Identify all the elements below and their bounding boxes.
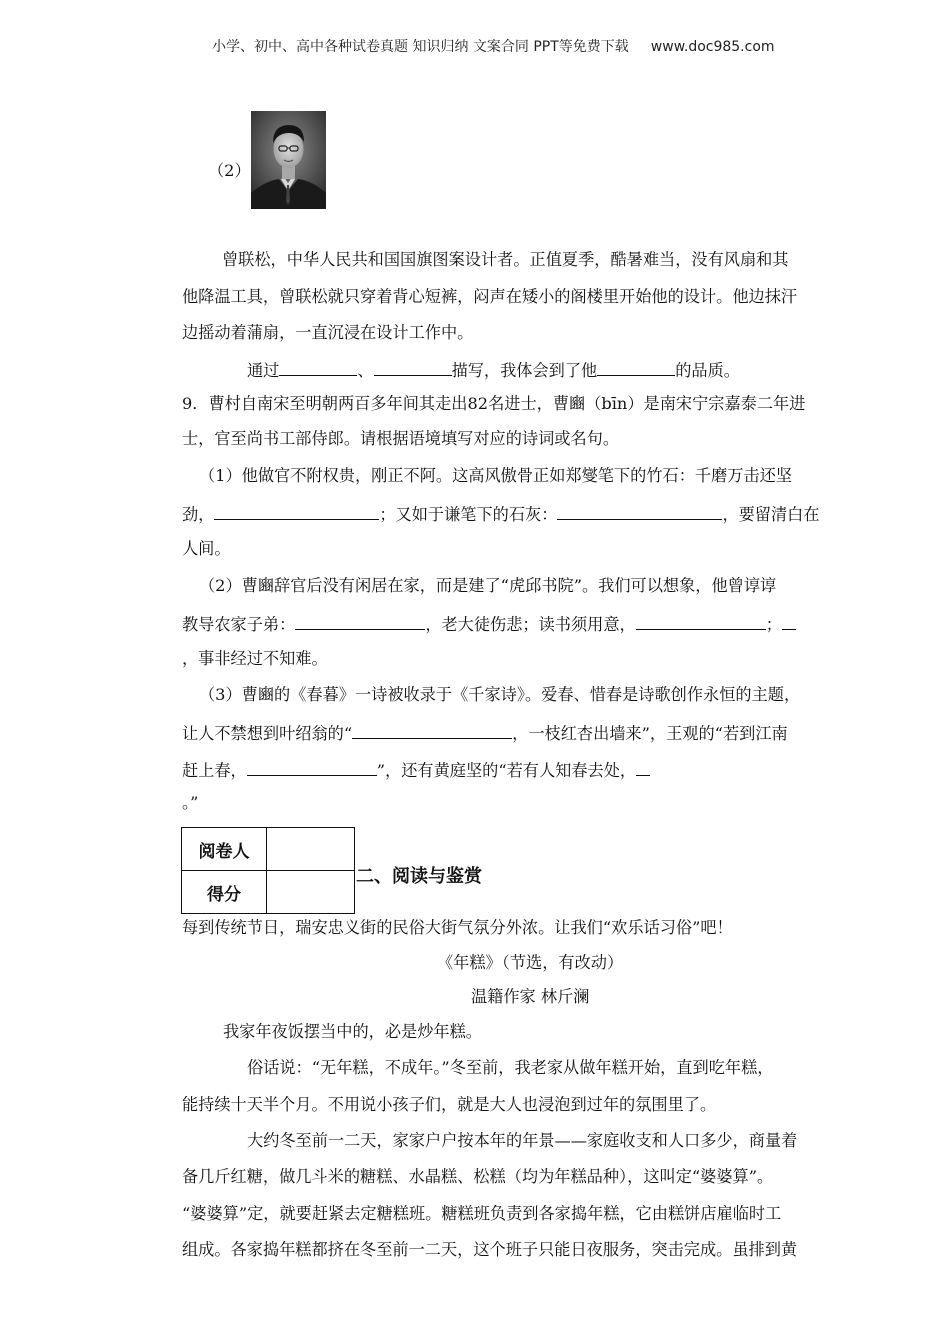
header-text: 小学、初中、高中各种试卷真题 知识归纳 文案合同 PPT等免费下载 (212, 39, 629, 55)
section-intro: 每到传统节日，瑞安忠义街的民俗大街气氛分外浓。让我们“欢乐话习俗”吧！ (182, 918, 733, 937)
q9-s3-text-c: 赶上春， (182, 761, 247, 780)
section-title: 二、阅读与鉴赏 (356, 866, 482, 887)
article-p3-line-2: 备几斤红糖，做几斗米的糖糕、水晶糕、松糕（均为年糕品种），这叫定“婆婆算”。 (182, 1167, 774, 1186)
fill-text-4: 的品质。 (675, 361, 740, 380)
q9-s1-text-c: ，要留清白在 (722, 505, 820, 524)
answer-blank-s2-2[interactable] (636, 612, 766, 630)
score-label: 得分 (182, 871, 267, 914)
answer-blank-s3-1[interactable] (352, 721, 512, 739)
answer-blank-s2-3[interactable] (782, 612, 796, 630)
answer-blank-s3-3[interactable] (636, 758, 650, 776)
article-p3-line-1: 大约冬至前一二天，家家户户按本年的年景——家庭收支和人口多少，商量着 (247, 1131, 798, 1150)
q9-s3-text-d: ”，还有黄庭坚的“若有人知春去处， (376, 761, 637, 780)
header-url[interactable]: www.doc985.com (650, 39, 775, 55)
q9-s3-line-3 (182, 758, 650, 781)
q9-line-1: 9．曹村自南宋至明朝两百多年间其走出82名进士，曹豳（bīn）是南宋宁宗嘉泰二年进 (182, 394, 806, 413)
q9-s1-line-2 (182, 502, 820, 525)
q9-s1-line-3: 人间。 (182, 539, 231, 558)
answer-blank-3[interactable] (597, 358, 675, 376)
answer-blank-s1-1[interactable] (214, 502, 379, 520)
passage-line-3: 边摇动着蒲扇，一直沉浸在设计工作中。 (182, 323, 474, 342)
score-table (181, 827, 355, 914)
article-title: 《年糕》（节选，有改动） (437, 953, 624, 972)
article-p2-line-1: 俗话说：“无年糕，不成年。”冬至前，我老家从做年糕开始，直到吃年糕， (247, 1058, 774, 1077)
item-2-label: （2） (208, 161, 251, 180)
q9-s2-text-a: 教导农家子弟： (182, 615, 296, 634)
reviewer-cell[interactable] (267, 828, 355, 871)
q9-s2-text-c: ； (765, 615, 782, 634)
q9-s2-line-2 (182, 612, 796, 635)
q9-s2-line-1: （2）曹豳辞官后没有闲居在家，而是建了“虎邱书院”。我们可以想象，他曾谆谆 (199, 576, 777, 595)
article-author: 温籍作家 林斤澜 (471, 987, 590, 1006)
answer-blank-s3-2[interactable] (247, 758, 377, 776)
page-header (212, 36, 775, 56)
answer-blank-1[interactable] (279, 358, 357, 376)
q9-s2-line-3: ，事非经过不知难。 (182, 649, 328, 668)
reviewer-label: 阅卷人 (182, 828, 267, 871)
fill-sentence (247, 358, 740, 381)
q9-s3-line-4: 。” (182, 793, 199, 812)
article-p3-line-4: 组成。各家捣年糕都挤在冬至前一二天，这个班子只能日夜服务，突击完成。虽排到黄 (182, 1240, 798, 1259)
answer-blank-2[interactable] (374, 358, 452, 376)
fill-text-3: 描写，我体会到了他 (451, 361, 598, 380)
q9-s3-text-a: 让人不禁想到叶绍翁的“ (182, 724, 353, 743)
q9-s2-text-b: ，老大徒伤悲；读书须用意， (425, 615, 636, 634)
article-p1: 我家年夜饭摆当中的，必是炒年糕。 (223, 1022, 482, 1041)
passage-line-2: 他降温工具，曾联松就只穿着背心短裤，闷声在矮小的阁楼里开始他的设计。他边抹汗 (182, 287, 798, 306)
answer-blank-s1-2[interactable] (557, 502, 722, 520)
score-cell[interactable] (267, 871, 355, 914)
portrait-photo-icon (251, 111, 326, 209)
q9-s1-text-a: 劲， (182, 505, 215, 524)
fill-text-1: 通过 (247, 361, 280, 380)
q9-s3-line-1: （3）曹豳的《春暮》一诗被收录于《千家诗》。爱春、惜春是诗歌创作永恒的主题， (199, 685, 801, 704)
article-p3-line-3: “婆婆算”定，就要赶紧去定糖糕班。糖糕班负责到各家捣年糕，它由糕饼店雇临时工 (182, 1204, 782, 1223)
answer-blank-s2-1[interactable] (295, 612, 425, 630)
q9-s1-line-1: （1）他做官不附权贵，刚正不阿。这高风傲骨正如郑燮笔下的竹石：千磨万击还坚 (199, 466, 793, 485)
q9-s1-text-b: ；又如于谦笔下的石灰： (379, 505, 558, 524)
fill-text-2: 、 (357, 361, 374, 380)
article-p2-line-2: 能持续十天半个月。不用说小孩子们，就是大人也浸泡到过年的氛围里了。 (182, 1095, 717, 1114)
q9-s3-text-b: ，一枝红杏出墙来”，王观的“若到江南 (512, 724, 788, 743)
passage-line-1: 曾联松，中华人民共和国国旗图案设计者。正值夏季，酷暑难当，没有风扇和其 (222, 250, 789, 269)
q9-s3-line-2 (182, 721, 788, 744)
q9-line-2: 士，官至尚书工部侍郎。请根据语境填写对应的诗词或名句。 (182, 429, 620, 448)
